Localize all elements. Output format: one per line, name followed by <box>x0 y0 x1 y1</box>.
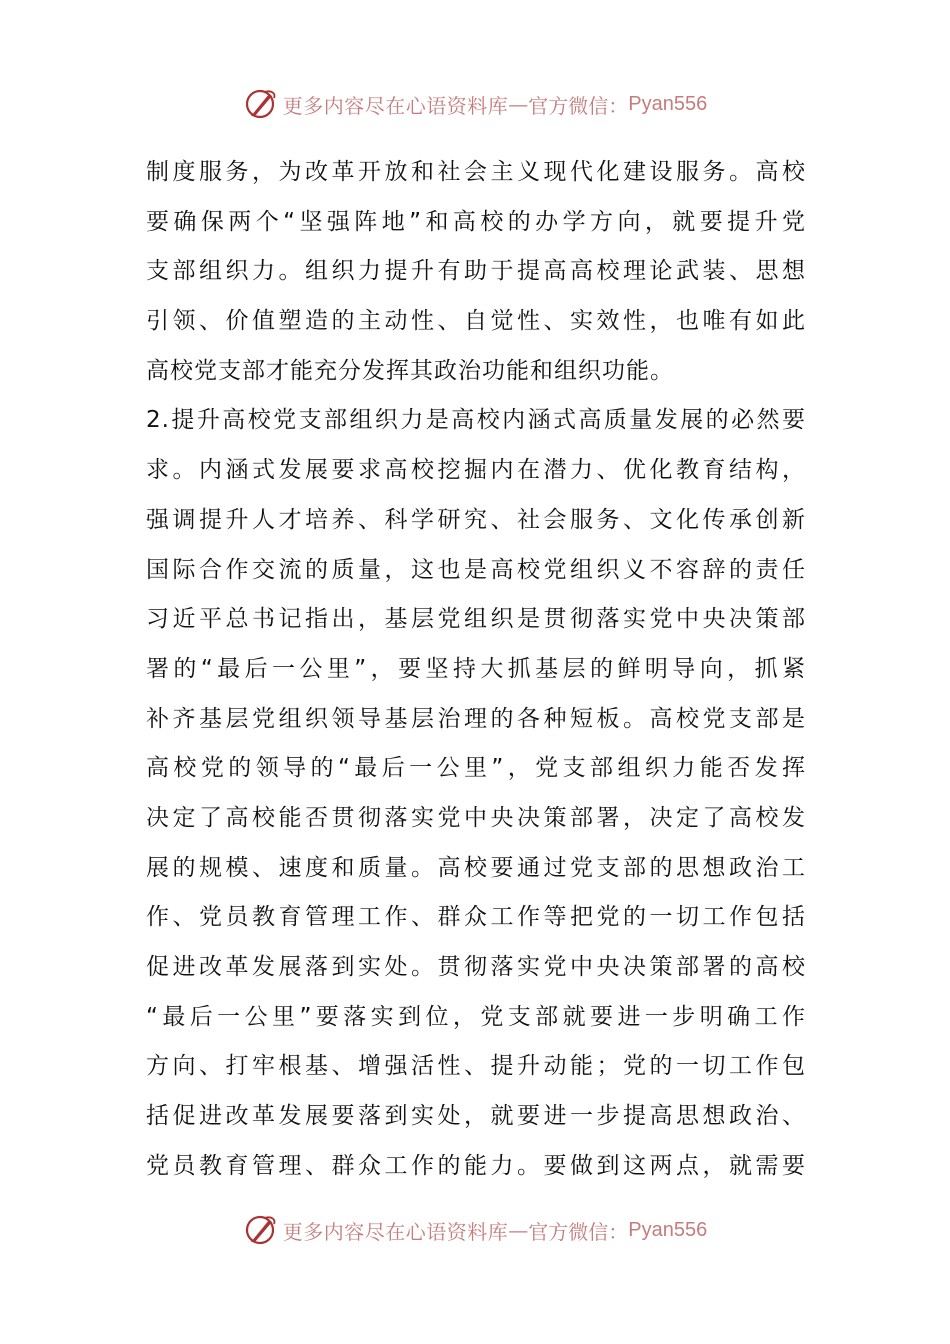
footer-site-text: 更多内容尽在心语资料库 <box>282 1219 509 1244</box>
text-line: 强调提升人才培养、科学研究、社会服务、文化传承创新 <box>146 506 806 533</box>
text-line: 决定了高校能否贯彻落实党中央决策部署，决定了高校发 <box>146 804 806 831</box>
footer-wechat-label: 官方微信： <box>528 1219 629 1244</box>
section-heading-line: 2.提升高校党支部组织力是高校内涵式高质量发展的必然要 <box>146 407 806 434</box>
text-line: 方向、打牢根基、增强活性、提升动能；党的一切工作包 <box>146 1053 806 1080</box>
footer-banner <box>0 1210 950 1250</box>
text-line: 引领、价值塑造的主动性、自觉性、实效性，也唯有如此 <box>146 308 806 335</box>
text-line: 括促进改革发展要落到实处，就要进一步提高思想政治、 <box>146 1103 806 1130</box>
quill-logo-icon <box>243 86 279 122</box>
text-line: 要确保两个“坚强阵地”和高校的办学方向，就要提升党 <box>146 208 806 235</box>
footer-wechat-id: Pyan556 <box>628 1218 708 1241</box>
text-line: 署的“最后一公里”，要坚持大抓基层的鲜明导向，抓紧 <box>146 655 806 682</box>
text-line: 支部组织力。组织力提升有助于提高高校理论武装、思想 <box>146 258 806 285</box>
header-site-text: 更多内容尽在心语资料库 <box>282 93 509 118</box>
text-line: 高校党的领导的“最后一公里”，党支部组织力能否发挥 <box>146 755 806 782</box>
text-line: 作、党员教育管理工作、群众工作等把党的一切工作包括 <box>146 904 806 931</box>
header-wechat-label: 官方微信： <box>528 93 629 118</box>
header-wechat-id: Pyan556 <box>628 92 708 115</box>
text-line: 求。内涵式发展要求高校挖掘内在潜力、优化教育结构， <box>146 457 806 484</box>
quill-logo-icon <box>243 1212 279 1248</box>
text-line: 补齐基层党组织领导基层治理的各种短板。高校党支部是 <box>146 705 806 732</box>
text-line: 国际合作交流的质量，这也是高校党组织义不容辞的责任 <box>146 556 806 583</box>
text-line: 促进改革发展落到实处。贯彻落实党中央决策部署的高校 <box>146 954 806 980</box>
text-line: 制度服务，为改革开放和社会主义现代化建设服务。高校 <box>146 159 806 185</box>
header-banner <box>0 84 950 124</box>
text-line: 习近平总书记指出，基层党组织是贯彻落实党中央决策部 <box>146 606 806 633</box>
document-body <box>146 148 806 1191</box>
text-line: 党员教育管理、群众工作的能力。要做到这两点，就需要 <box>146 1152 806 1179</box>
text-line: 展的规模、速度和质量。高校要通过党支部的思想政治工 <box>146 854 806 881</box>
footer-separator: — <box>508 1218 529 1242</box>
text-line: 高校党支部才能充分发挥其政治功能和组织功能。 <box>146 357 674 384</box>
text-line: “最后一公里”要落实到位，党支部就要进一步明确工作 <box>146 1003 806 1030</box>
header-separator: — <box>508 92 529 116</box>
